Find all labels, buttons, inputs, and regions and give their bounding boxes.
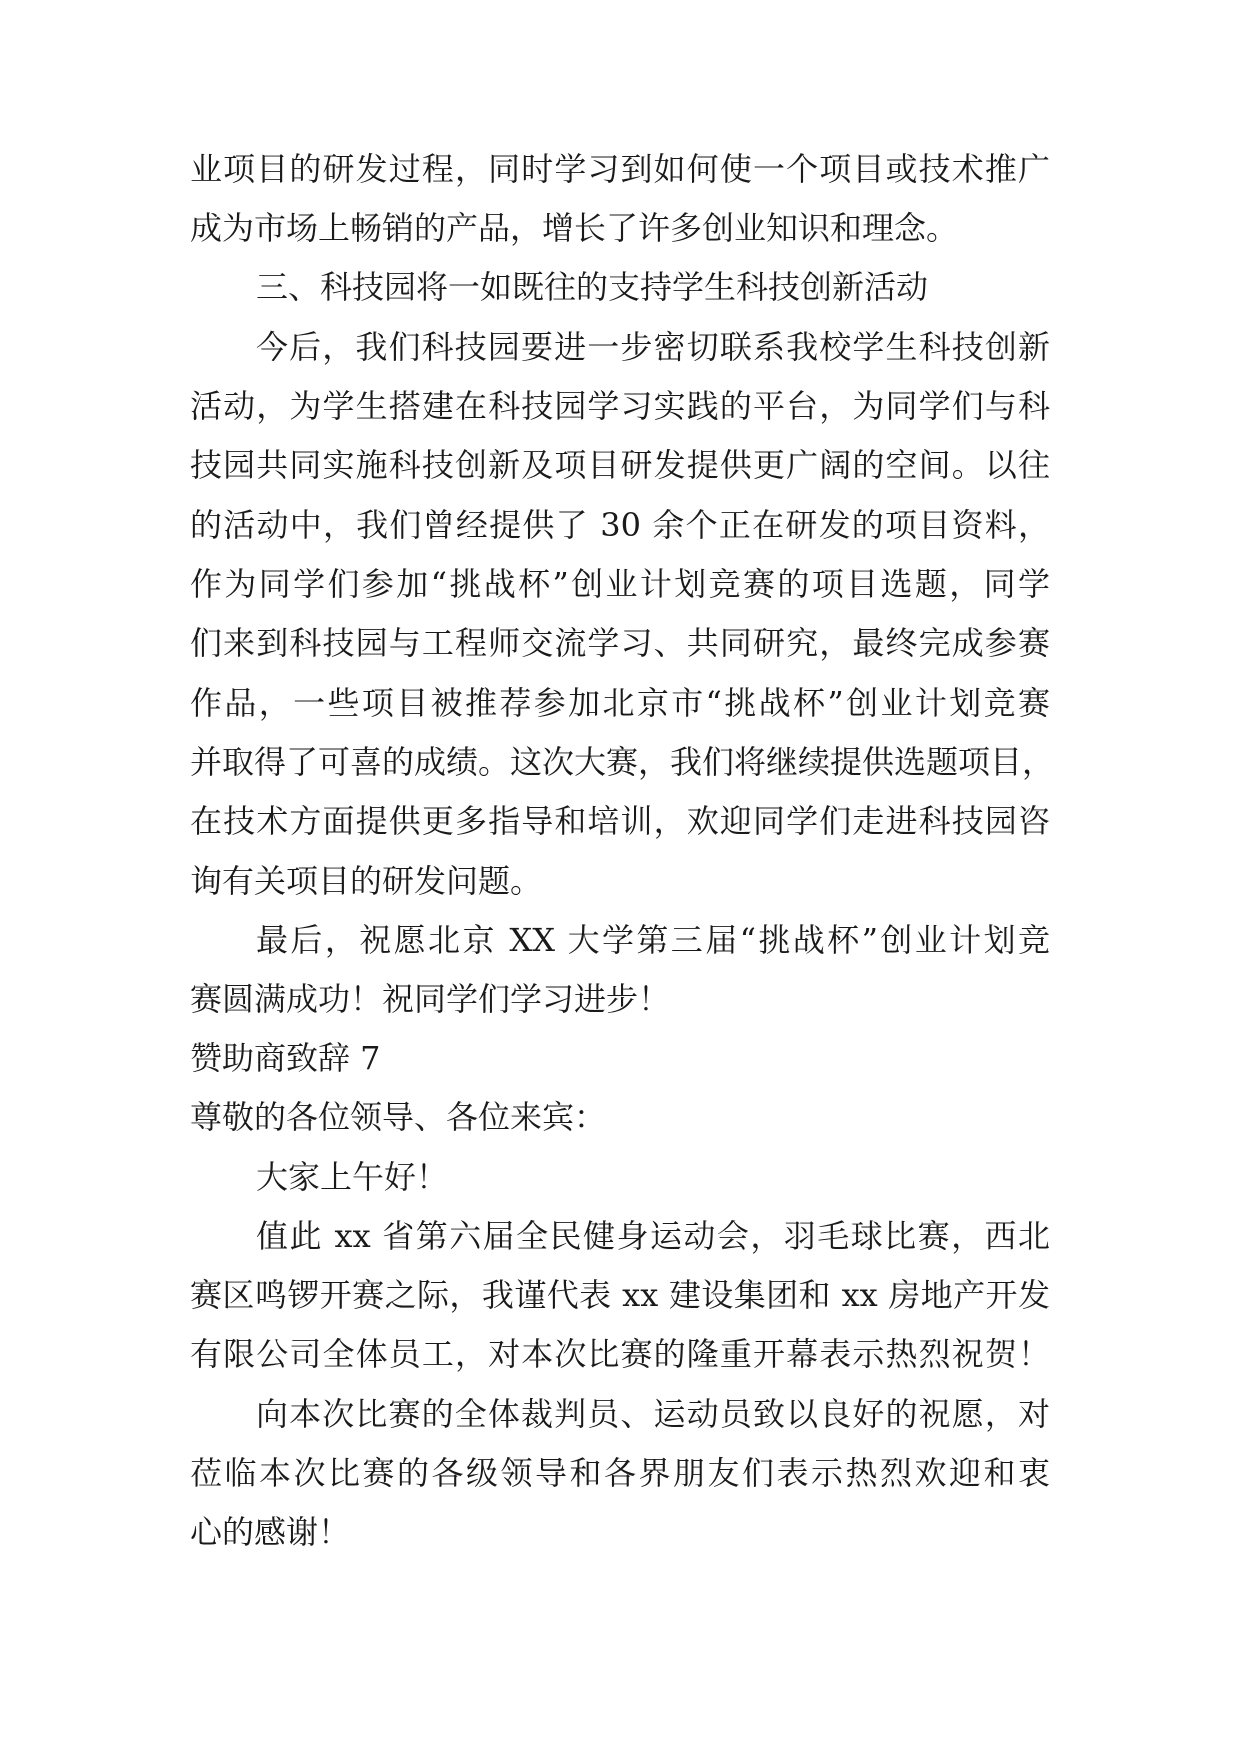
text-line: 心的感谢！ bbox=[190, 1513, 351, 1551]
text-line: 莅临本次比赛的各级领导和各界朋友们表示热烈欢迎和衷 bbox=[190, 1454, 1050, 1492]
text-line: 值此 xx 省第六届全民健身运动会，羽毛球比赛，西北 bbox=[256, 1217, 1050, 1255]
text-line: 有限公司全体员工，对本次比赛的隆重开幕表示热烈祝贺！ bbox=[190, 1335, 1050, 1373]
text-line: 赛区鸣锣开赛之际，我谨代表 xx 建设集团和 xx 房地产开发 bbox=[190, 1276, 1050, 1314]
text-line: 业项目的研发过程，同时学习到如何使一个项目或技术推广 bbox=[190, 150, 1050, 188]
salutation: 尊敬的各位领导、各位来宾： bbox=[190, 1098, 607, 1136]
greeting: 大家上午好！ bbox=[256, 1158, 449, 1196]
text-line: 作品，一些项目被推荐参加北京市“挑战杯”创业计划竞赛 bbox=[190, 684, 1050, 722]
text-line: 赛圆满成功！祝同学们学习进步！ bbox=[190, 980, 671, 1018]
section-title: 赞助商致辞 7 bbox=[190, 1039, 381, 1077]
text-line: 最后，祝愿北京 XX 大学第三届“挑战杯”创业计划竞 bbox=[256, 921, 1050, 959]
text-line: 成为市场上畅销的产品，增长了许多创业知识和理念。 bbox=[190, 209, 959, 247]
text-line: 向本次比赛的全体裁判员、运动员致以良好的祝愿，对 bbox=[256, 1395, 1050, 1433]
text-line: 作为同学们参加“挑战杯”创业计划竞赛的项目选题，同学 bbox=[190, 565, 1050, 603]
text-line: 询有关项目的研发问题。 bbox=[190, 862, 543, 900]
text-line: 在技术方面提供更多指导和培训，欢迎同学们走进科技园咨 bbox=[190, 802, 1050, 840]
text-line: 技园共同实施科技创新及项目研发提供更广阔的空间。以往 bbox=[190, 446, 1050, 484]
text-line: 活动，为学生搭建在科技园学习实践的平台，为同学们与科 bbox=[190, 387, 1050, 425]
text-line: 们来到科技园与工程师交流学习、共同研究，最终完成参赛 bbox=[190, 624, 1050, 662]
section-heading: 三、科技园将一如既往的支持学生科技创新活动 bbox=[256, 268, 929, 306]
text-line: 今后，我们科技园要进一步密切联系我校学生科技创新 bbox=[256, 328, 1050, 366]
text-line: 并取得了可喜的成绩。这次大赛，我们将继续提供选题项目， bbox=[190, 743, 1055, 781]
text-line: 的活动中，我们曾经提供了 30 余个正在研发的项目资料， bbox=[190, 506, 1050, 544]
